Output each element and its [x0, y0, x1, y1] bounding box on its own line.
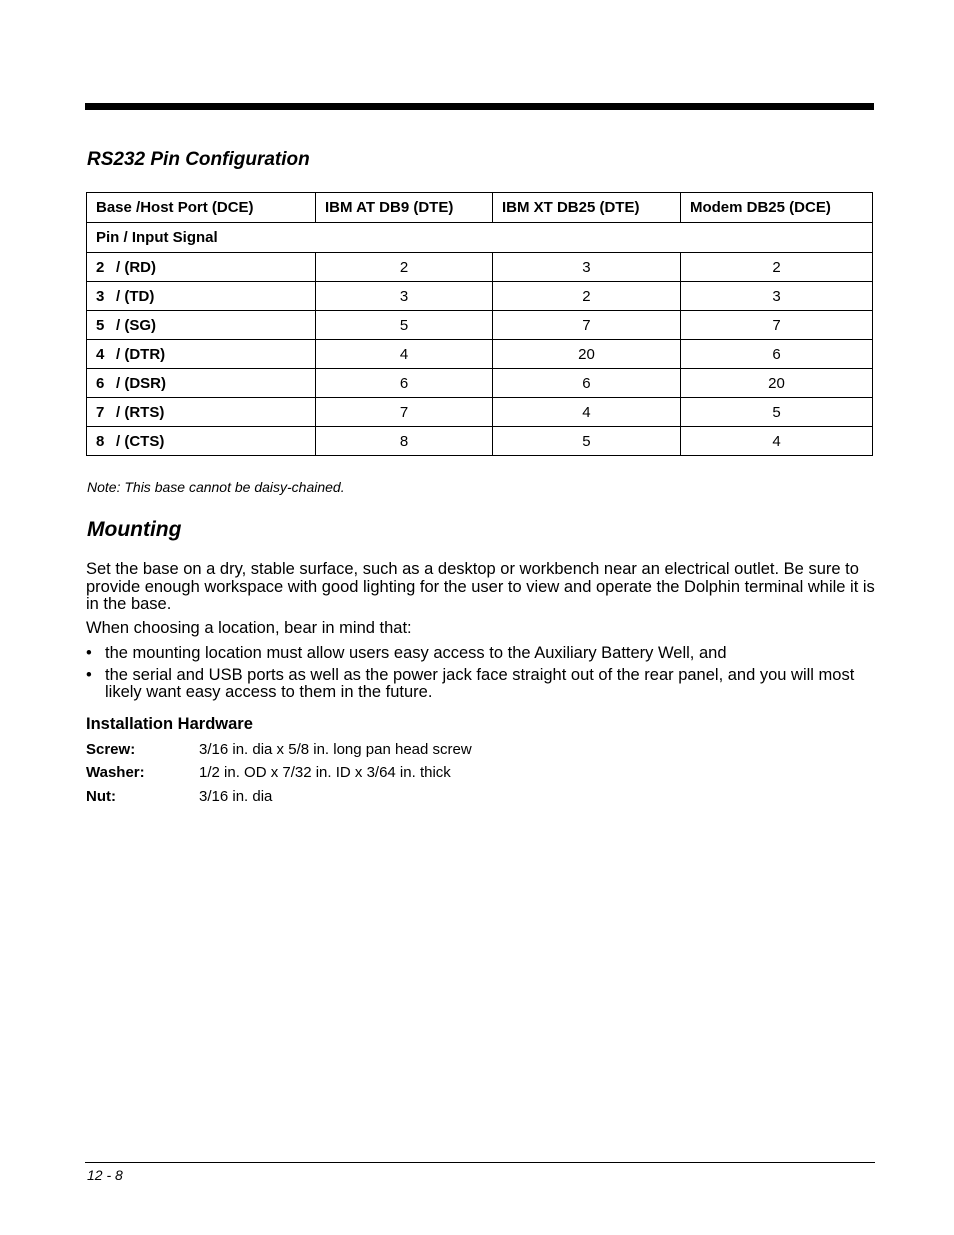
hardware-value: 1/2 in. OD x 7/32 in. ID x 3/64 in. thick: [199, 764, 451, 781]
modem-db25-cell: 3: [680, 282, 872, 311]
signal-name: / (CTS): [116, 432, 165, 450]
pin-cell: [87, 340, 316, 369]
section-heading: RS232 Pin Configuration: [87, 149, 310, 170]
pin-cell: [87, 253, 316, 282]
db9-cell: 2: [316, 253, 493, 282]
subheader-cell: Pin / Input Signal: [87, 223, 873, 253]
bullet-icon: •: [86, 665, 92, 684]
signal-name: / (RD): [116, 258, 156, 276]
location-bullet-list: [86, 645, 876, 706]
table-row: [87, 282, 873, 311]
table-row: [87, 427, 873, 456]
table-header-row: [87, 193, 873, 223]
list-item: [86, 645, 876, 663]
db9-cell: 3: [316, 282, 493, 311]
pin-number: 2: [96, 258, 105, 276]
pin-number: 5: [96, 316, 105, 334]
signal-name: / (TD): [116, 287, 155, 305]
table-subheader-row: [87, 223, 873, 253]
modem-db25-cell: 4: [680, 427, 872, 456]
xt-db25-cell: 5: [492, 427, 680, 456]
header-cell: Base /Host Port (DCE): [87, 193, 316, 223]
pin-configuration-table: [86, 192, 873, 456]
db9-cell: 4: [316, 340, 493, 369]
modem-db25-cell: 2: [680, 253, 872, 282]
pin-cell: [87, 398, 316, 427]
table-note: Note: This base cannot be daisy-chained.: [87, 479, 345, 495]
mounting-paragraph: Set the base on a dry, stable surface, such as a desktop or workbench near an electrical outlet. Be sure to provide enough workspace with good lighting for the user to view and operate the Dolphin terminal while it is in the base.: [86, 560, 875, 613]
location-intro: When choosing a location, bear in mind that:: [86, 619, 412, 637]
header-cell: IBM AT DB9 (DTE): [316, 193, 493, 223]
page-number: 12 - 8: [87, 1167, 123, 1183]
header-cell: IBM XT DB25 (DTE): [492, 193, 680, 223]
hardware-item: [86, 788, 272, 805]
footer-rule: [85, 1162, 875, 1163]
hardware-label: Nut:: [86, 788, 116, 805]
table-row: [87, 398, 873, 427]
signal-name: / (SG): [116, 316, 156, 334]
header-rule: [85, 103, 874, 110]
header-cell: Modem DB25 (DCE): [680, 193, 872, 223]
xt-db25-cell: 3: [492, 253, 680, 282]
pin-cell: [87, 427, 316, 456]
pin-cell: [87, 282, 316, 311]
db9-cell: 5: [316, 311, 493, 340]
hardware-heading: Installation Hardware: [86, 715, 253, 733]
xt-db25-cell: 4: [492, 398, 680, 427]
modem-db25-cell: 6: [680, 340, 872, 369]
pin-number: 3: [96, 287, 105, 305]
pin-number: 4: [96, 345, 105, 363]
signal-name: / (DTR): [116, 345, 166, 363]
modem-db25-cell: 5: [680, 398, 872, 427]
pin-number: 6: [96, 374, 105, 392]
table-row: [87, 311, 873, 340]
signal-name: / (DSR): [116, 374, 166, 392]
xt-db25-cell: 2: [492, 282, 680, 311]
modem-db25-cell: 20: [680, 369, 872, 398]
table-row: [87, 253, 873, 282]
pin-cell: [87, 311, 316, 340]
pin-number: 8: [96, 432, 105, 450]
db9-cell: 7: [316, 398, 493, 427]
hardware-label: Screw:: [86, 741, 136, 758]
xt-db25-cell: 6: [492, 369, 680, 398]
bullet-icon: •: [86, 644, 92, 662]
list-item-text: the mounting location must allow users easy access to the Auxiliary Battery Well, and: [105, 644, 727, 662]
list-item-text: the serial and USB ports as well as the power jack face straight out of the rear panel, and you will most likely want easy access to them in the future.: [105, 665, 855, 701]
modem-db25-cell: 7: [680, 311, 872, 340]
xt-db25-cell: 7: [492, 311, 680, 340]
hardware-label: Washer:: [86, 764, 145, 781]
hardware-value: 3/16 in. dia: [199, 788, 273, 805]
pin-number: 7: [96, 403, 105, 421]
db9-cell: 6: [316, 369, 493, 398]
mounting-heading: Mounting: [87, 518, 182, 541]
hardware-item: [86, 741, 472, 758]
signal-name: / (RTS): [116, 403, 165, 421]
hardware-value: 3/16 in. dia x 5/8 in. long pan head screw: [199, 741, 472, 758]
hardware-item: [86, 764, 451, 781]
table-row: [87, 340, 873, 369]
db9-cell: 8: [316, 427, 493, 456]
pin-cell: [87, 369, 316, 398]
table-row: [87, 369, 873, 398]
list-item: [86, 667, 876, 702]
xt-db25-cell: 20: [492, 340, 680, 369]
